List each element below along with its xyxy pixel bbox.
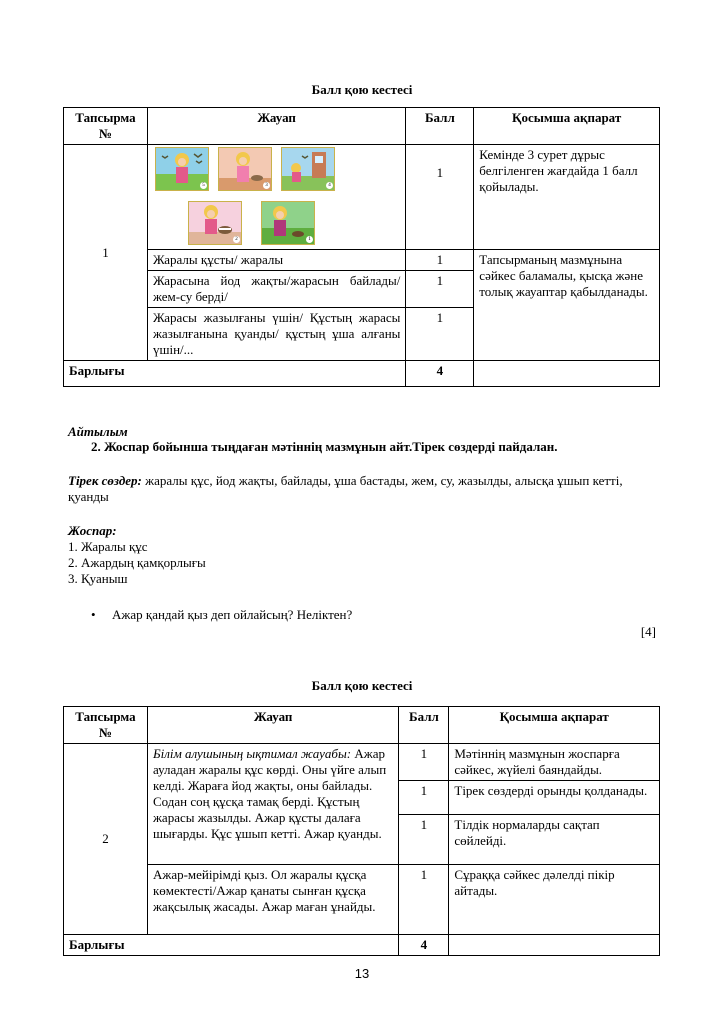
page-number: 13 — [354, 966, 370, 981]
bird-picture-1 — [261, 201, 315, 245]
info-cell: Тілдік нормаларды сақтап сөйлейді. — [449, 815, 660, 865]
score-cell: 1 — [406, 250, 474, 271]
header-answer: Жауап — [147, 108, 405, 145]
header-answer: Жауап — [147, 707, 398, 744]
scoring-table-title-1: Балл қою кестесі — [311, 82, 413, 97]
score-cell: 1 — [406, 145, 474, 250]
score-cell: 1 — [399, 744, 449, 781]
bird-picture-2 — [188, 201, 242, 245]
keywords-text: жаралы құс, йод жақты, байлады, ұша бастады, жем, су, жазылды, алысқа ұшып кетті, қуанды — [68, 473, 623, 504]
plan-item: 1. Жаралы құс — [68, 539, 148, 554]
header-score: Балл — [406, 108, 474, 145]
scoring-table-1 — [63, 107, 660, 387]
total-label: Барлығы — [64, 361, 406, 387]
scoring-table-title-2: Балл қою кестесі — [311, 678, 413, 693]
bird-picture-3 — [218, 147, 272, 191]
keywords-label: Тірек сөздер: — [68, 473, 142, 488]
picture-label: 1 — [306, 236, 313, 243]
task-number-cell: 1 — [64, 145, 148, 361]
header-task-number: Тапсырма № — [64, 108, 148, 145]
header-score: Балл — [399, 707, 449, 744]
score-cell: 1 — [406, 271, 474, 308]
info-cell: Сұраққа сәйкес дәлелді пікір айтады. — [449, 865, 660, 935]
plan-item: 2. Ажардың қамқорлығы — [68, 555, 206, 570]
picture-label: 4 — [326, 182, 333, 189]
plan-heading: Жоспар: — [68, 523, 117, 538]
score-cell: 1 — [399, 781, 449, 815]
answer-cell: Ажар-мейірімді қыз. Ол жаралы құсқа көмектесті/Ажар қанаты сынған құсқа жақсылық жасады. Ажар маған ұнайды. — [147, 865, 398, 935]
header-info: Қосымша ақпарат — [474, 108, 660, 145]
score-cell: 1 — [399, 815, 449, 865]
task-number-cell: 2 — [64, 744, 148, 935]
speaking-heading: Айтылым — [68, 424, 128, 439]
picture-answer-cell — [147, 145, 405, 250]
answer-label: Білім алушының ықтимал жауабы: — [152, 746, 352, 761]
info-cell: Мәтіннің мазмұнын жоспарға сәйкес, жүйелі баяндайды. — [449, 744, 660, 781]
question-text: Ажар қандай қыз деп ойлайсың? Неліктен? — [112, 607, 353, 622]
score-cell: 1 — [399, 865, 449, 935]
points-marker: [4] — [640, 624, 656, 639]
total-score: 4 — [406, 361, 474, 387]
picture-label: 3 — [263, 182, 270, 189]
info-cell: Тірек сөздерді орынды қолданады. — [449, 781, 660, 815]
info-cell-shared: Тапсырманың мазмұнына сәйкес баламалы, қысқа және толық жауаптар қабылданады. — [474, 250, 660, 361]
total-label: Барлығы — [64, 935, 399, 956]
answer-cell: Жарасына йод жақты/жарасын байлады/жем-су берді/ — [147, 271, 405, 308]
score-cell: 1 — [406, 308, 474, 361]
total-score: 4 — [399, 935, 449, 956]
picture-label: 5 — [200, 182, 207, 189]
answer-cell — [147, 744, 398, 865]
bird-picture-5 — [155, 147, 209, 191]
question-bullet-icon: • — [91, 607, 96, 622]
bird-picture-4 — [281, 147, 335, 191]
total-info-empty — [449, 935, 660, 956]
header-info: Қосымша ақпарат — [449, 707, 660, 744]
answer-cell: Жарасы жазылғаны үшін/ Құстың жарасы жазылғанына қуанды/ құстың ұша алғаны үшін/... — [147, 308, 405, 361]
answer-cell: Жаралы құсты/ жаралы — [147, 250, 405, 271]
total-info-empty — [474, 361, 660, 387]
keywords-paragraph — [68, 473, 628, 505]
scoring-table-2 — [63, 706, 660, 956]
picture-label: 2 — [233, 236, 240, 243]
answer-text: Ажар ауладан жаралы құс көрді. Оны үйге алып келді. Жараға йод жақты, оны байлады. Содан соң құсқа тамақ берді. Құстың жарасы жазылды. Ажар құсты далаға шығарды. Құс ұшып кетті. Ажар қуанды. — [152, 746, 387, 841]
info-cell: Кемінде 3 сурет дұрыс белгіленген жағдайда 1 балл қойылады. — [474, 145, 660, 250]
plan-item: 3. Қуаныш — [68, 571, 128, 586]
header-task-number: Тапсырма № — [64, 707, 148, 744]
speaking-task: 2. Жоспар бойынша тыңдаған мәтіннің мазмұнын айт.Тірек сөздерді пайдалан. — [91, 439, 558, 454]
